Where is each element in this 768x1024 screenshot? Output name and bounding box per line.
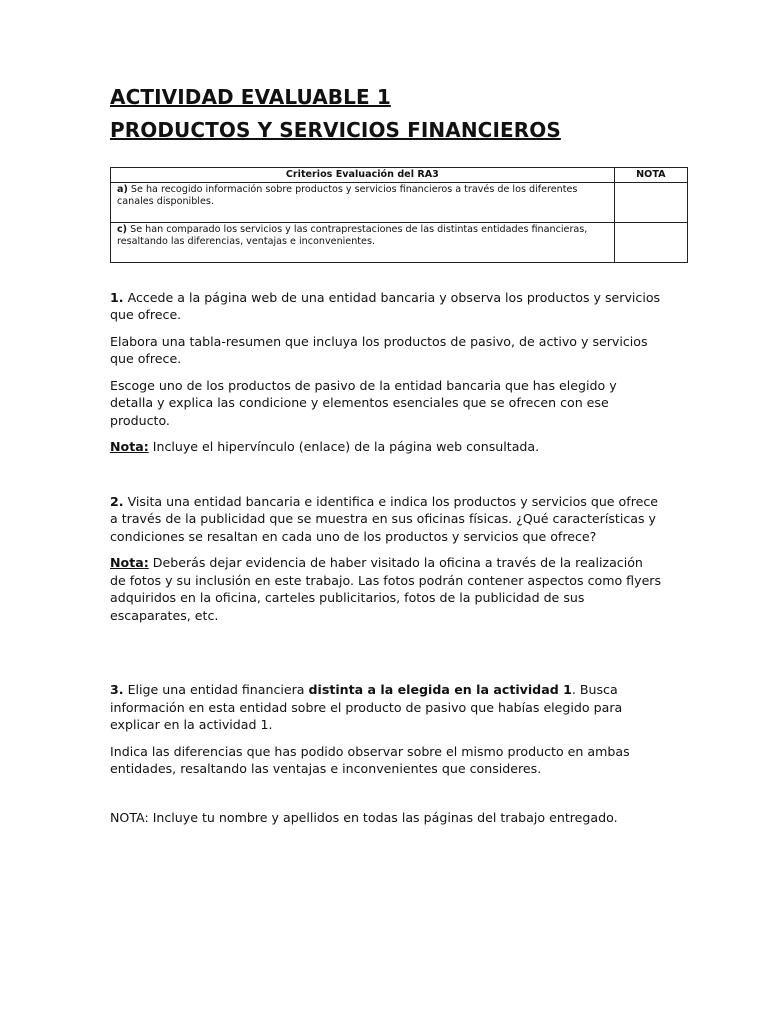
table-row [111,182,688,222]
criteria-text: Se ha recogido información sobre productos y servicios financieros a través de los diferentes canales disponibles. [117,183,578,207]
criteria-letter: a) [117,183,128,195]
document-subtitle: PRODUCTOS Y SERVICIOS FINANCIEROS [110,118,561,142]
emphasis-text: distinta a la elegida en la actividad 1 [308,682,572,697]
criteria-header: Criterios Evaluación del RA3 [111,168,615,183]
note-paragraph [110,554,662,624]
paragraph-text: Accede a la página web de una entidad bancaria y observa los productos y servicios que ofrece. [110,289,661,322]
table-row [111,222,688,262]
final-note [110,809,662,827]
note-label: Nota: [110,555,149,570]
paragraph-text: . Busca información en esta entidad sobre el producto de pasivo que habías elegido para explicar en la actividad 1. [110,682,623,732]
paragraph-text: Elige una entidad financiera [123,682,309,697]
nota-cell [614,222,687,262]
document-page [110,84,670,835]
final-note-text: NOTA: Incluye tu nombre y apellidos en todas las páginas del trabajo entregado. [110,809,618,825]
paragraph: Escoge uno de los productos de pasivo de la entidad bancaria que has elegido y detalla y explica las condicione y elementos esenciales que se ofrecen con ese producto. [110,377,617,428]
document-title: ACTIVIDAD EVALUABLE 1 [110,85,391,109]
section-number: 3. [110,682,124,697]
paragraph: Indica las diferencias que has podido observar sobre el mismo producto en ambas entidades, resaltando las ventajas e inconvenientes que consideres. [110,743,630,776]
note-text: Deberás dejar evidencia de haber visitado la oficina a través de la realización de fotos y su inclusión en este trabajo. Las fotos podrán contener aspectos como flyers adquiridos en la oficina, carteles publicitarios, fotos de la publicidad de sus escaparates, etc. [110,555,662,623]
section-number: 2. [110,493,124,509]
section-3 [110,681,662,778]
paragraph: Elabora una tabla-resumen que incluya los productos de pasivo, de activo y servicios que ofrece. [110,333,648,366]
section-number: 1. [110,289,124,305]
note-label: Nota: [110,439,149,454]
section-2 [110,493,662,625]
criteria-table-header [111,168,688,183]
paragraph-text: Visita una entidad bancaria e identifica e indica los productos y servicios que ofrece a través de la publicidad que se muestra en sus oficinas físicas. ¿Qué características y condiciones se resaltan en cada uno de los productos y servicios que ofrece? [110,493,659,544]
note-paragraph [110,438,662,456]
criteria-cell [111,222,615,262]
nota-cell [614,182,687,222]
nota-header: NOTA [614,168,687,183]
paragraph [110,289,662,324]
criteria-text: Se han comparado los servicios y las contraprestaciones de las distintas entidades financieras, resaltando las diferencias, ventajas e inconvenientes. [117,223,588,247]
criteria-letter: c) [117,223,128,235]
paragraph [110,493,662,546]
section-1 [110,289,662,456]
criteria-cell [111,182,615,222]
note-text: Incluye el hipervínculo (enlace) de la página web consultada. [148,439,540,454]
paragraph [110,681,662,734]
criteria-table [110,167,688,263]
